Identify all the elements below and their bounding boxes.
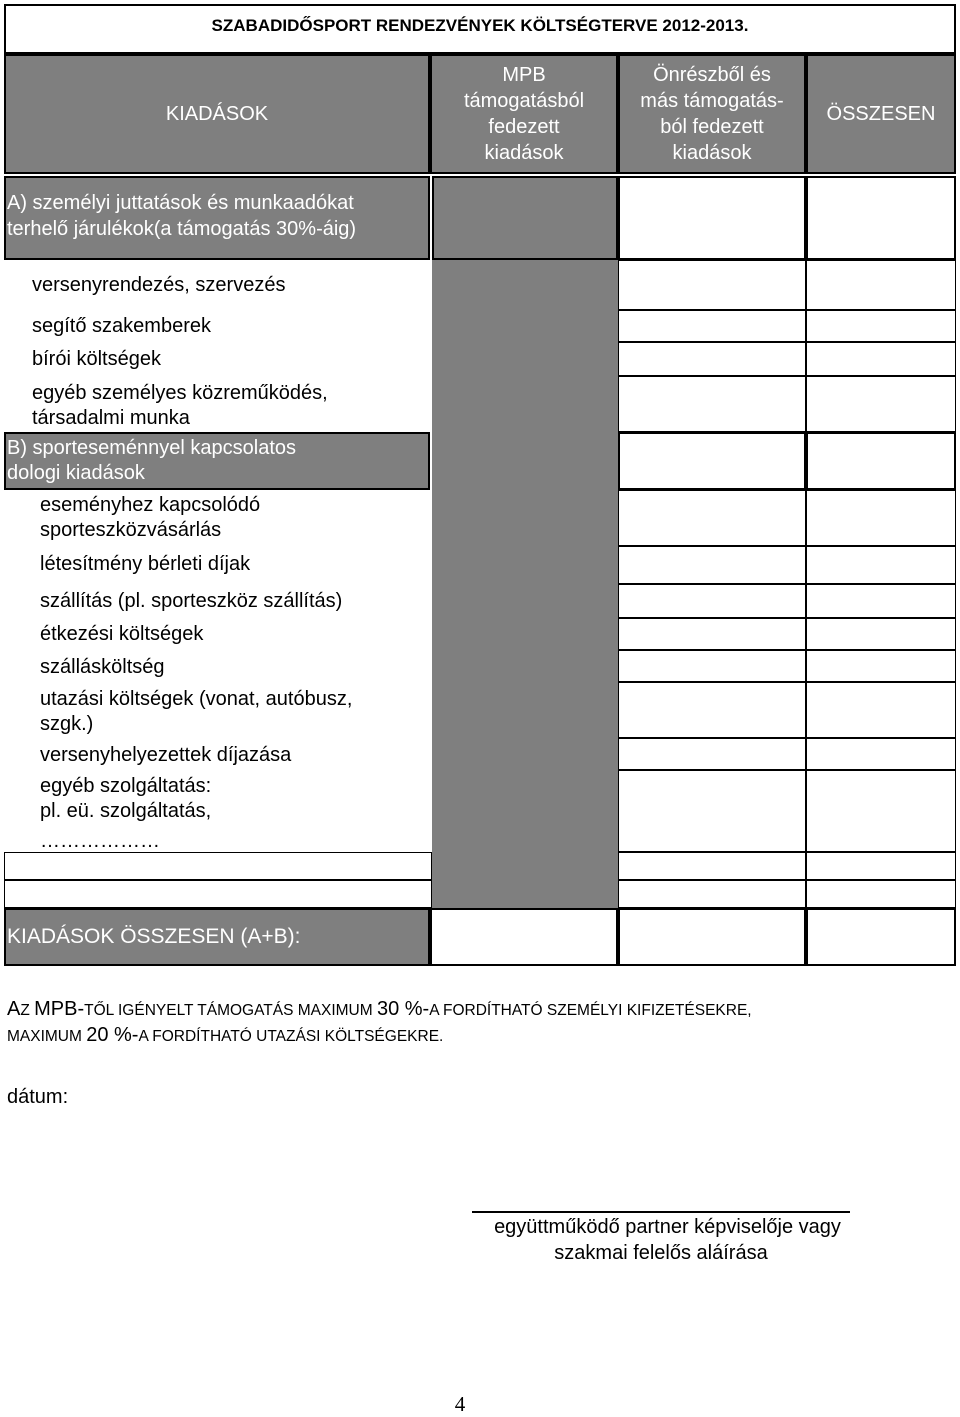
- funding-note-line1: [7, 996, 752, 1024]
- header-onresz-line1: Önrészből és: [653, 64, 771, 86]
- note1-seg1: Z: [20, 1002, 35, 1019]
- header-mpb-line3: fedezett: [488, 116, 560, 138]
- header-kiadasok-label: KIADÁSOK: [165, 103, 269, 125]
- note1-seg2: MPB-: [34, 998, 85, 1020]
- section-b-line1: B) sporteseménnyel kapcsolatos: [7, 437, 297, 459]
- row-utazas-osszesen[interactable]: [806, 682, 956, 738]
- row-szallas-osszesen[interactable]: [806, 650, 956, 682]
- row-biroi-osszesen[interactable]: [806, 342, 956, 376]
- section-a-line1: A) személyi juttatások és munkaadókat: [7, 192, 354, 214]
- header-osszesen: [806, 54, 956, 174]
- total-osszesen-cell[interactable]: [806, 908, 956, 966]
- row-segito-osszesen[interactable]: [806, 310, 956, 342]
- header-onresz-line4: kiadások: [672, 142, 752, 164]
- note2-seg0: MAXIMUM: [7, 1028, 87, 1045]
- item-szallas: szállásköltség: [40, 656, 165, 678]
- row-etkezes-onresz[interactable]: [618, 618, 806, 650]
- item-eszkozvasarlas-line1: eseményhez kapcsolódó: [40, 494, 261, 516]
- header-onresz-line3: ból fedezett: [660, 116, 764, 138]
- item-biroi-koltsegek: bírói költségek: [32, 348, 161, 370]
- section-a-osszesen-cell[interactable]: [806, 176, 956, 260]
- page-number: 4: [454, 1392, 466, 1416]
- page-title: SZABADIDŐSPORT RENDEZVÉNYEK KÖLTSÉGTERVE 2012-2013.: [211, 16, 749, 35]
- total-mpb-cell[interactable]: [430, 908, 618, 966]
- row-biroi-onresz[interactable]: [618, 342, 806, 376]
- header-mpb-line4: kiadások: [484, 142, 564, 164]
- row-egyeb-szolg-osszesen[interactable]: [806, 770, 956, 852]
- row-berleti-osszesen[interactable]: [806, 546, 956, 584]
- item-egyeb-szolg-line1: egyéb szolgáltatás:: [40, 775, 212, 797]
- note1-seg5: A FORDÍTHATÓ SZEMÉLYI KIFIZETÉSEKRE,: [429, 1002, 752, 1019]
- blank-row-2-label[interactable]: [4, 880, 432, 908]
- note2-seg2: A FORDÍTHATÓ UTAZÁSI KÖLTSÉGEKRE.: [138, 1028, 444, 1045]
- note2-seg1: 20 %-: [86, 1024, 139, 1046]
- blank-row-2-onresz[interactable]: [618, 880, 806, 908]
- item-egyeb-szolg-line2: pl. eü. szolgáltatás,: [40, 800, 212, 822]
- row-eszkoz-osszesen[interactable]: [806, 490, 956, 546]
- section-a-mpb-cell[interactable]: [432, 176, 618, 260]
- item-berleti-dijak: létesítmény bérleti díjak: [40, 553, 251, 575]
- funding-note-line2: [7, 1022, 443, 1050]
- item-segito-szakemberek: segítő szakemberek: [32, 315, 211, 337]
- header-onresz: [618, 54, 806, 174]
- row-dijazas-osszesen[interactable]: [806, 738, 956, 770]
- section-b-onresz-cell[interactable]: [618, 432, 806, 490]
- row-dijazas-onresz[interactable]: [618, 738, 806, 770]
- date-label: dátum:: [7, 1086, 69, 1108]
- section-b-line2: dologi kiadások: [7, 462, 145, 484]
- item-eszkozvasarlas-line2: sporteszközvásárlás: [40, 519, 222, 541]
- item-utazas-line1: utazási költségek (vonat, autóbusz,: [40, 688, 353, 710]
- row-eszkoz-onresz[interactable]: [618, 490, 806, 546]
- section-a-onresz-cell[interactable]: [618, 176, 806, 260]
- blank-row-1-osszesen[interactable]: [806, 852, 956, 880]
- note1-seg0: A: [7, 998, 21, 1020]
- item-utazas-line2: szgk.): [40, 713, 94, 735]
- note1-seg3: TŐL IGÉNYELT TÁMOGATÁS MAXIMUM: [84, 1002, 377, 1019]
- row-berleti-onresz[interactable]: [618, 546, 806, 584]
- item-egyeb-szemelyes-line2: társadalmi munka: [32, 407, 190, 429]
- row-segito-onresz[interactable]: [618, 310, 806, 342]
- row-egyeb-szemelyes-osszesen[interactable]: [806, 376, 956, 432]
- header-kiadasok: [4, 54, 430, 174]
- row-szallitas-onresz[interactable]: [618, 584, 806, 618]
- row-egyeb-szemelyes-onresz[interactable]: [618, 376, 806, 432]
- item-egyeb-szemelyes-line1: egyéb személyes közreműködés,: [32, 382, 328, 404]
- item-versenyrendezes: versenyrendezés, szervezés: [32, 274, 286, 296]
- row-versenyrendezes-onresz[interactable]: [618, 260, 806, 310]
- blank-row-1-onresz[interactable]: [618, 852, 806, 880]
- header-mpb-line2: támogatásból: [463, 90, 585, 112]
- section-a-line2: terhelő járulékok(a támogatás 30%-áig): [7, 218, 357, 240]
- section-b-osszesen-cell[interactable]: [806, 432, 956, 490]
- row-szallas-onresz[interactable]: [618, 650, 806, 682]
- signature-line[interactable]: [472, 1211, 850, 1213]
- header-onresz-line2: más támogatás-: [640, 90, 784, 112]
- item-szallitas: szállítás (pl. sporteszköz szállítás): [40, 590, 343, 612]
- header-osszesen-label: ÖSSZESEN: [826, 103, 936, 125]
- row-utazas-onresz[interactable]: [618, 682, 806, 738]
- item-dijazas: versenyhelyezettek díjazása: [40, 744, 292, 766]
- signature-caption-line1: együttműködő partner képviselője vagy: [494, 1216, 841, 1238]
- item-egyeb-szolg-line3: ………………: [40, 830, 160, 852]
- signature-caption-line2: szakmai felelős aláírása: [554, 1242, 768, 1264]
- note1-seg4: 30 %-: [376, 998, 430, 1020]
- total-onresz-cell[interactable]: [618, 908, 806, 966]
- row-egyeb-szolg-onresz[interactable]: [618, 770, 806, 852]
- header-mpb-line1: MPB: [502, 64, 546, 86]
- header-mpb: [430, 54, 618, 174]
- item-etkezes: étkezési költségek: [40, 623, 204, 645]
- row-etkezes-osszesen[interactable]: [806, 618, 956, 650]
- blank-row-1-label[interactable]: [4, 852, 432, 880]
- blank-row-2-osszesen[interactable]: [806, 880, 956, 908]
- mpb-column-fill: [432, 260, 618, 908]
- row-versenyrendezes-osszesen[interactable]: [806, 260, 956, 310]
- row-szallitas-osszesen[interactable]: [806, 584, 956, 618]
- total-label: KIADÁSOK ÖSSZESEN (A+B):: [7, 925, 301, 948]
